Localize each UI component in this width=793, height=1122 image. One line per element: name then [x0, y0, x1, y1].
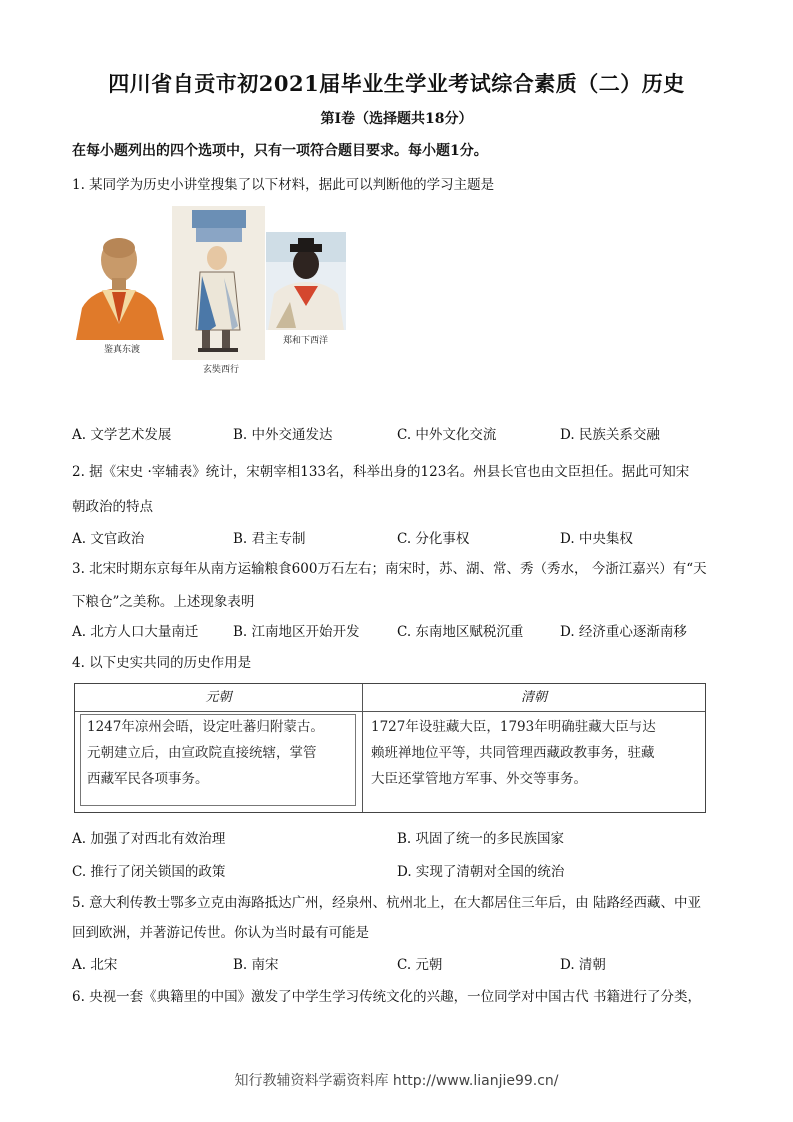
q2-option-c: C. 分化事权	[397, 531, 470, 547]
q4-option-d: D. 实现了清朝对全国的统治	[397, 864, 565, 880]
q3-stem-line1: 3. 北宋时期东京每年从南方运输粮食600万石左右；南宋时，苏、湖、常、秀（秀水， 今浙江嘉兴）有“天	[72, 561, 707, 577]
q3-option-a: A. 北方人口大量南迁	[72, 624, 199, 640]
traveler-portrait-image	[172, 206, 265, 360]
q5-stem-line1: 5. 意大利传教士鄂多立克由海路抵达广州，经泉州、杭州北上，在大都居住三年后，由 陆路经西藏、中亚	[72, 895, 701, 911]
q4-table	[74, 683, 706, 813]
q4-qing-line: 1727年设驻藏大臣，1793年明确驻藏大臣与达	[371, 719, 656, 735]
q3-option-d: D. 经济重心逐渐南移	[560, 624, 687, 640]
q1-option-c: C. 中外文化交流	[397, 427, 497, 443]
q4-table-header-qing: 清朝	[520, 690, 547, 705]
q4-table-header-yuan: 元朝	[205, 690, 232, 705]
q4-table-cell-qing	[371, 714, 656, 792]
q1-stem: 1. 某同学为历史小讲堂搜集了以下材料，据此可以判断他的学习主题是	[72, 177, 495, 193]
q4-qing-line: 赖班禅地位平等，共同管理西藏政教事务，驻藏	[371, 745, 655, 761]
q4-table-cell-yuan	[87, 714, 324, 792]
q5-option-b: B. 南宋	[233, 957, 279, 973]
q5-option-a: A. 北宋	[72, 957, 118, 973]
q4-yuan-line: 元朝建立后，由宣政院直接统辖，掌管	[87, 745, 317, 761]
page-title: 四川省自贡市初2021届毕业生学业考试综合素质（二）历史	[108, 71, 685, 96]
q6-stem-line1: 6. 央视一套《典籍里的中国》激发了中学生学习传统文化的兴趣，一位同学对中国古代 书籍进行了分类，	[72, 989, 701, 1005]
caption-zhenghe: 郑和下西洋	[283, 336, 329, 346]
q4-yuan-line: 西藏军民各项事务。	[87, 771, 209, 787]
q4-option-b: B. 巩固了统一的多民族国家	[397, 831, 565, 847]
q2-option-a: A. 文官政治	[72, 531, 145, 547]
table-column-divider	[362, 684, 363, 812]
q1-option-b: B. 中外交通发达	[233, 427, 333, 443]
admiral-portrait-image	[266, 232, 346, 330]
q5-stem-line2: 回到欧洲，并著游记传世。你认为当时最有可能是	[72, 925, 369, 941]
q3-option-c: C. 东南地区赋税沉重	[397, 624, 524, 640]
q3-stem-line2: 下粮仓”之美称。上述现象表明	[72, 594, 255, 610]
q4-stem: 4. 以下史实共同的历史作用是	[72, 655, 252, 671]
q4-qing-line: 大臣还掌管地方军事、外交等事务。	[371, 771, 587, 787]
q1-option-a: A. 文学艺术发展	[72, 427, 172, 443]
instruction: 在每小题列出的四个选项中，只有一项符合题目要求。每小题1分。	[72, 143, 488, 159]
caption-jianzhen: 鉴真东渡	[104, 345, 141, 355]
q4-yuan-line: 1247年凉州会晤，设定吐蕃归附蒙古。	[87, 719, 324, 735]
q2-stem-line2: 朝政治的特点	[72, 499, 153, 515]
section-subtitle: 第Ⅰ卷（选择题共18分）	[320, 111, 473, 127]
q3-option-b: B. 江南地区开始开发	[233, 624, 360, 640]
q2-option-b: B. 君主专制	[233, 531, 306, 547]
table-header-divider	[75, 711, 705, 712]
q5-option-c: C. 元朝	[397, 957, 443, 973]
footer-watermark: 知行教辅资料学霸资料库 http://www.lianjie99.cn/	[234, 1073, 559, 1089]
q4-option-a: A. 加强了对西北有效治理	[72, 831, 226, 847]
q1-option-d: D. 民族关系交融	[560, 427, 660, 443]
monk-portrait-image	[72, 228, 166, 340]
q4-option-c: C. 推行了闭关锁国的政策	[72, 864, 226, 880]
caption-xuanzang: 玄奘西行	[203, 365, 240, 375]
q2-stem-line1: 2. 据《宋史 ·宰辅表》统计，宋朝宰相133名，科举出身的123名。州县长官也由文臣担任。据此可知宋	[72, 464, 690, 480]
q2-option-d: D. 中央集权	[560, 531, 633, 547]
q5-option-d: D. 清朝	[560, 957, 606, 973]
